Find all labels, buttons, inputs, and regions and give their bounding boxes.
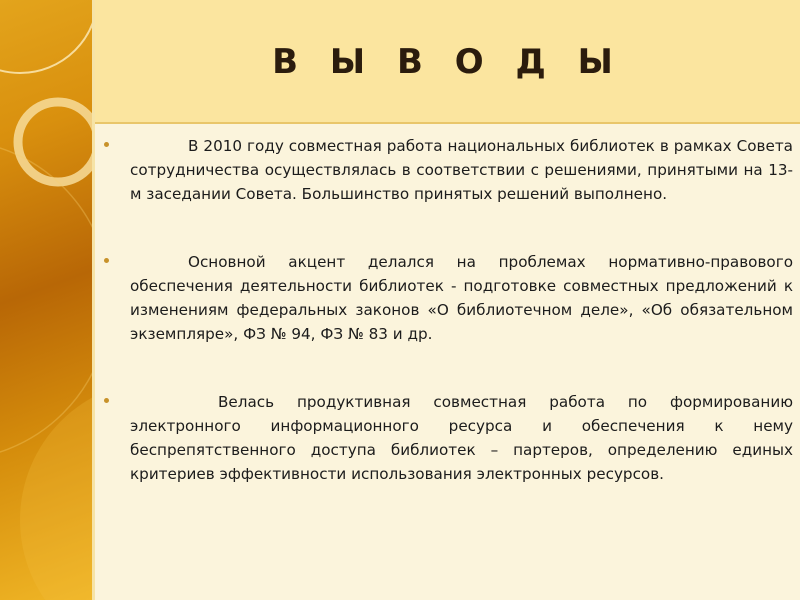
bullet-text: В 2010 году совместная работа национальных библиотек в рамках Совета сотрудничества осуществлялась в соответствии с решениями, принятыми на 13-м заседании Совета. Большинство принятых решений выполнено. — [130, 137, 793, 203]
bullet-dot-icon — [104, 258, 109, 263]
bullet-item — [100, 134, 793, 206]
decorative-circles-icon — [0, 0, 92, 600]
bullet-list — [100, 134, 793, 530]
bullet-dot-icon — [104, 142, 109, 147]
bullet-text: Велась продуктивная совместная работа по формированию электронного информационного ресурса и обеспечения к нему беспрепятственного доступа библиотек – партеров, определению единых критериев эффективности использования электронных ресурсов. — [130, 393, 793, 483]
bullet-item — [100, 250, 793, 346]
bullet-text: Основной акцент делался на проблемах нормативно-правового обеспечения деятельности библиотек - подготовке совместных предложений к изменениям федеральных законов «О библиотечном деле», «Об обязательном экземпляре», ФЗ № 94, ФЗ № 83 и др. — [130, 253, 793, 343]
bullet-dot-icon — [104, 398, 109, 403]
slide-title: В Ы В О Д Ы — [272, 42, 623, 82]
title-divider — [95, 122, 800, 124]
bullet-item — [100, 390, 793, 486]
decorative-side-panel — [0, 0, 92, 600]
